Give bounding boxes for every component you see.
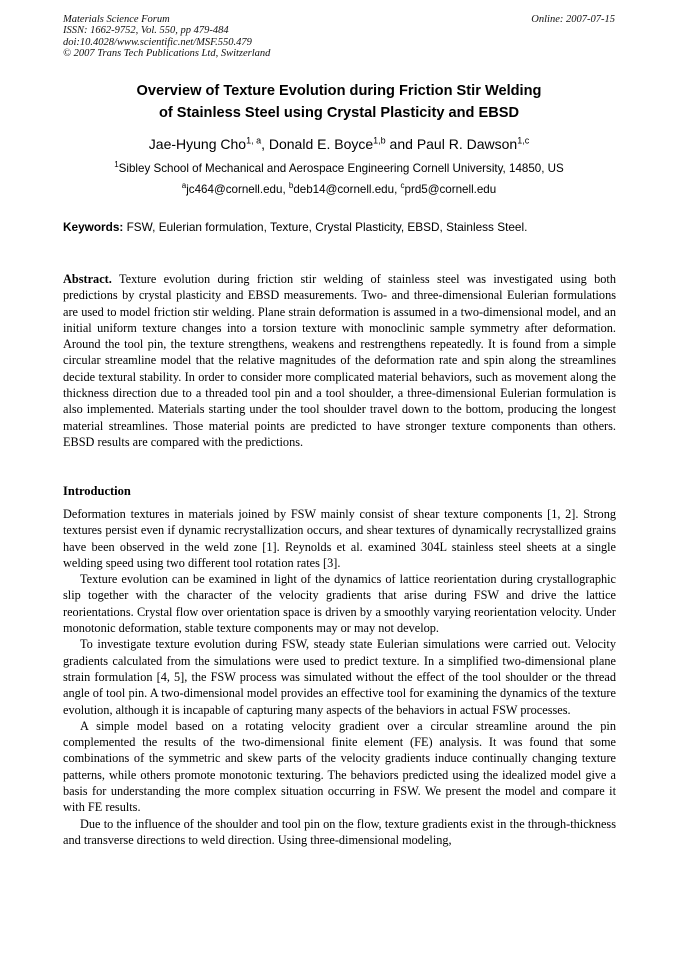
author-2-sup: 1,b: [373, 135, 386, 146]
doi-line: doi:10.4028/www.scientific.net/MSF.550.479: [63, 36, 252, 48]
title-line-1: Overview of Texture Evolution during Friction Stir Welding: [136, 83, 542, 99]
paragraph: Texture evolution can be examined in light of the dynamics of lattice reorientation during crystallographic slip together with the character of the velocity gradients that arise during FSW and drive the lattice reorientations. Crystal flow over orientation space is driven by a smoothly varying reorientation velocity. Under monotonic deformation, stable texture components may or may not develop.: [63, 572, 616, 636]
author-3-sup: 1,c: [517, 135, 530, 146]
author-3: Paul R. Dawson: [416, 136, 518, 152]
author-separator: ,: [261, 136, 269, 152]
page-header: [63, 14, 615, 59]
paragraph: A simple model based on a rotating velocity gradient over a circular streamline around the pin complemented the results of the two-dimensional finite element (FE) analysis. It was found that some combinations of the symmetric and skew parts of the velocity gradients induce continually changing texture patterns, while others promote monotonic texturing. The behaviors predicted using the idealized model give a basis for understanding the more complex situation occurring in FSW. We present the model and compare it with FE results.: [63, 718, 616, 815]
email-b: deb14@cornell.edu,: [293, 183, 401, 196]
online-date: Online: 2007-07-15: [531, 14, 615, 25]
issn-line: ISSN: 1662-9752, Vol. 550, pp 479-484: [63, 25, 229, 37]
paper-title: [40, 80, 638, 124]
journal-name: Materials Science Forum: [63, 14, 170, 25]
abstract-label: Abstract.: [63, 272, 112, 286]
author-list: [40, 135, 638, 153]
abstract-text: Texture evolution during friction stir welding of stainless steel was investigated using both predictions by crystal plasticity and EBSD measurements. Two- and three-dimensional Eulerian formulations are used to model friction stir welding. Plane strain deformation is assumed in a two-dimensional model, and an initial uniform texture changes into a torsion texture with monoclinic sample symmetry after deformation. Around the tool pin, the texture strengthens, weakens and restrengthens repeatedly. It is found from a simple circular streamline model that the relative magnitudes of the deformation rate and spin along the streamlines decide textural stability. In order to consider more complicated material behaviors, such as movement along the thickness direction due to a threaded tool pin and a tool shoulder, a three-dimensional Eulerian formulation is also implemented. Materials starting under the tool shoulder travel down to the bottom, producing the longest material streamlines. Those material points are predicted to have stronger texture components than others. EBSD results are compared with the predictions.: [63, 272, 616, 449]
section-heading-introduction: Introduction: [63, 484, 131, 498]
email-a: jc464@cornell.edu,: [186, 183, 289, 196]
email-a-sup: a: [181, 181, 187, 191]
author-1: Jae-Hyung Cho: [148, 136, 247, 152]
copyright-line: © 2007 Trans Tech Publications Ltd, Switzerland: [63, 47, 271, 59]
title-line-2: of Stainless Steel using Crystal Plasticity and EBSD: [158, 105, 520, 121]
affiliation-sup: 1: [114, 160, 119, 170]
email-c-sup: c: [400, 181, 405, 191]
introduction-body: [63, 506, 616, 848]
author-2: Donald E. Boyce: [268, 136, 374, 152]
paragraph: Deformation textures in materials joined by FSW mainly consist of shear texture components [1, 2]. Strong textures persist even if dynamic recrystallization occurs, and shear textures of dynamically recrystallized grains have been observed in the weld zone [1]. Reynolds et al. examined 304L stainless steel sheets at a single welding speed using two different tool rotation rates [3].: [63, 507, 616, 570]
abstract: [63, 271, 616, 450]
keywords: [63, 219, 623, 235]
keywords-label: Keywords:: [63, 220, 124, 234]
paragraph: To investigate texture evolution during FSW, steady state Eulerian simulations were carried out. Velocity gradients calculated from the simulations were used to predict texture. In a simplified two-dimensional plane strain formulation [4, 5], the FSW process was simulated without the effect of the tool shoulder or the thread angle of tool pin. A two-dimensional model provides an effective tool for examining the dynamics of the texture evolution, although it is incapable of capturing many aspects of the behaviors in actual FSW processes.: [63, 637, 616, 717]
affiliation-text: Sibley School of Mechanical and Aerospace Engineering Cornell University, 14850, US: [118, 162, 564, 175]
affiliation: [40, 161, 638, 177]
author-1-sup: 1, a: [246, 135, 262, 146]
email-c: prd5@cornell.edu: [404, 183, 497, 196]
email-b-sup: b: [288, 181, 294, 191]
keywords-text: FSW, Eulerian formulation, Texture, Crystal Plasticity, EBSD, Stainless Steel.: [123, 220, 528, 234]
paragraph: Due to the influence of the shoulder and tool pin on the flow, texture gradients exist in the through-thickness and transverse directions to weld direction. Using three-dimensional modeling,: [63, 816, 616, 847]
email-list: [40, 182, 638, 198]
author-separator: and: [385, 136, 417, 152]
